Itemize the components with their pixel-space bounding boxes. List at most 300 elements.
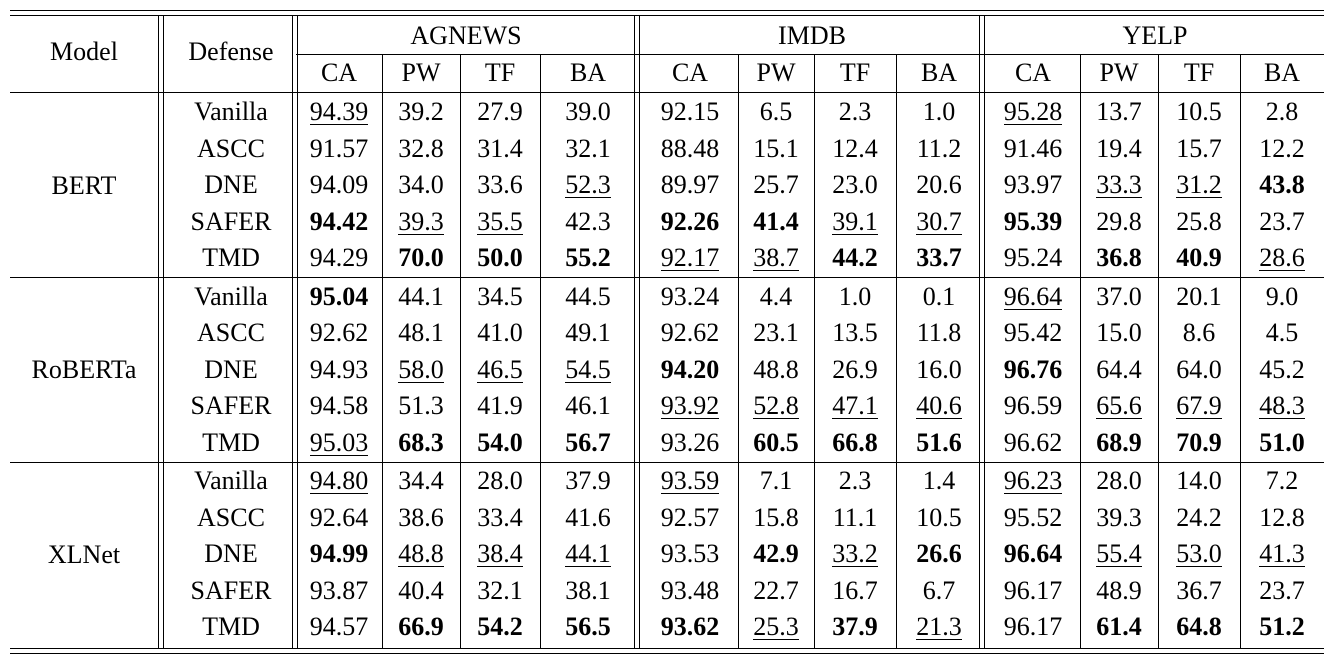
table-cell bbox=[540, 388, 636, 424]
cell-value: 19.4 bbox=[1096, 133, 1142, 163]
cell-value: 55.4 bbox=[1096, 539, 1142, 569]
table-cell bbox=[460, 609, 540, 645]
header-metric: BA bbox=[920, 58, 958, 87]
defense-label: TMD bbox=[202, 243, 260, 273]
table-cell bbox=[1158, 240, 1240, 276]
table-cell bbox=[1240, 609, 1324, 645]
table-cell bbox=[896, 573, 982, 609]
table-cell bbox=[1240, 279, 1324, 315]
cell-value: 34.4 bbox=[398, 466, 444, 495]
table-cell bbox=[1158, 463, 1240, 499]
table-cell bbox=[896, 609, 982, 645]
cell-value: 58.0 bbox=[398, 354, 444, 384]
table-cell bbox=[1080, 609, 1158, 645]
cell-value: 13.5 bbox=[832, 318, 878, 348]
table-cell bbox=[1080, 131, 1158, 167]
table-cell bbox=[296, 352, 382, 388]
cell-value: 66.8 bbox=[832, 427, 878, 457]
cell-value: 48.8 bbox=[398, 539, 444, 569]
table-cell bbox=[738, 279, 814, 315]
table-cell bbox=[296, 609, 382, 645]
table-cell bbox=[1240, 240, 1324, 276]
table-cell bbox=[986, 279, 1080, 315]
table-cell bbox=[814, 463, 896, 499]
cell-value: 41.3 bbox=[1259, 539, 1305, 569]
table-cell bbox=[738, 463, 814, 499]
table-cell bbox=[1240, 463, 1324, 499]
cell-value: 91.46 bbox=[1003, 133, 1063, 163]
table-cell bbox=[642, 388, 738, 424]
cell-value: 36.8 bbox=[1096, 243, 1142, 273]
cell-value: 95.28 bbox=[1003, 97, 1063, 126]
table-cell bbox=[986, 352, 1080, 388]
table-cell bbox=[1158, 167, 1240, 203]
metric-column-rule bbox=[1080, 54, 1081, 648]
table-cell bbox=[1158, 500, 1240, 536]
table-cell bbox=[642, 315, 738, 351]
table-cell bbox=[814, 279, 896, 315]
cell-value: 48.9 bbox=[1096, 575, 1142, 605]
header-metric: BA bbox=[1263, 58, 1301, 87]
header-model: Model bbox=[50, 37, 118, 66]
cell-value: 39.2 bbox=[398, 97, 444, 126]
table-cell bbox=[642, 573, 738, 609]
cell-value: 70.0 bbox=[398, 243, 444, 273]
dataset-column-rule bbox=[639, 15, 640, 648]
cell-value: 28.0 bbox=[1096, 466, 1142, 495]
cell-value: 33.7 bbox=[916, 243, 962, 273]
top-rule bbox=[10, 10, 1324, 11]
table-cell bbox=[738, 609, 814, 645]
cell-value: 1.4 bbox=[922, 466, 956, 495]
cell-value: 34.5 bbox=[477, 281, 523, 311]
cell-value: 94.93 bbox=[309, 354, 369, 384]
table-cell bbox=[1158, 279, 1240, 315]
table-cell bbox=[1080, 352, 1158, 388]
cell-value: 92.62 bbox=[309, 318, 369, 348]
table-cell bbox=[382, 279, 460, 315]
cell-value: 96.59 bbox=[1003, 391, 1063, 421]
defense-column-rule bbox=[292, 15, 293, 648]
cell-value: 26.9 bbox=[832, 354, 878, 384]
table-cell bbox=[1080, 315, 1158, 351]
cell-value: 29.8 bbox=[1096, 206, 1142, 236]
cell-value: 23.0 bbox=[832, 170, 878, 200]
cell-value: 95.24 bbox=[1003, 243, 1063, 273]
table-cell bbox=[642, 240, 738, 276]
cell-value: 1.0 bbox=[922, 97, 956, 126]
defense-label: DNE bbox=[204, 354, 258, 384]
bottom-rule bbox=[10, 648, 1324, 649]
table-cell bbox=[540, 463, 636, 499]
table-cell bbox=[1158, 204, 1240, 240]
header-defense: Defense bbox=[188, 37, 274, 66]
dataset-column-rule bbox=[979, 15, 980, 648]
cell-value: 70.9 bbox=[1176, 427, 1222, 457]
table-cell bbox=[986, 573, 1080, 609]
defense-label: ASCC bbox=[197, 502, 265, 532]
cell-value: 94.57 bbox=[309, 612, 369, 642]
table-cell bbox=[814, 500, 896, 536]
table-cell bbox=[540, 573, 636, 609]
table-cell bbox=[642, 463, 738, 499]
table-cell bbox=[986, 463, 1080, 499]
table-cell bbox=[460, 352, 540, 388]
model-label: BERT bbox=[51, 170, 117, 200]
cell-value: 51.3 bbox=[398, 391, 444, 421]
table-cell bbox=[738, 500, 814, 536]
cell-value: 92.15 bbox=[660, 97, 720, 126]
table-cell bbox=[1080, 279, 1158, 315]
table-cell bbox=[738, 204, 814, 240]
defense-column-rule bbox=[297, 15, 298, 648]
table-cell bbox=[814, 167, 896, 203]
table-cell bbox=[986, 131, 1080, 167]
table-cell bbox=[1158, 425, 1240, 461]
header-metric: PW bbox=[401, 58, 441, 87]
cell-value: 20.1 bbox=[1176, 281, 1222, 311]
table-cell bbox=[738, 167, 814, 203]
table-cell bbox=[296, 94, 382, 130]
cell-value: 54.5 bbox=[565, 354, 611, 384]
table-cell bbox=[540, 425, 636, 461]
table-cell bbox=[738, 388, 814, 424]
metric-column-rule bbox=[540, 54, 541, 648]
cell-value: 23.1 bbox=[753, 318, 799, 348]
cell-value: 94.58 bbox=[309, 391, 369, 421]
table-cell bbox=[814, 352, 896, 388]
table-cell bbox=[986, 315, 1080, 351]
table-cell bbox=[540, 352, 636, 388]
cell-value: 4.5 bbox=[1265, 318, 1299, 348]
table-cell bbox=[460, 573, 540, 609]
table-cell bbox=[986, 536, 1080, 572]
header-metric: BA bbox=[569, 58, 607, 87]
cell-value: 36.7 bbox=[1176, 575, 1222, 605]
cell-value: 38.4 bbox=[477, 539, 523, 569]
cell-value: 42.9 bbox=[753, 539, 799, 569]
table-cell bbox=[1158, 315, 1240, 351]
cell-value: 93.92 bbox=[660, 391, 720, 421]
table-cell bbox=[296, 573, 382, 609]
cell-value: 16.7 bbox=[832, 575, 878, 605]
table-cell bbox=[1240, 388, 1324, 424]
table-cell bbox=[460, 204, 540, 240]
cell-value: 96.64 bbox=[1003, 539, 1063, 569]
table-cell bbox=[1240, 573, 1324, 609]
table-cell bbox=[896, 463, 982, 499]
cell-value: 30.7 bbox=[916, 206, 962, 236]
cell-value: 48.3 bbox=[1259, 391, 1305, 421]
table-cell bbox=[296, 425, 382, 461]
table-cell bbox=[1158, 131, 1240, 167]
table-cell bbox=[296, 500, 382, 536]
header-metric: CA bbox=[671, 58, 709, 87]
cell-value: 51.2 bbox=[1259, 612, 1305, 642]
table-cell bbox=[1158, 609, 1240, 645]
table-cell bbox=[814, 204, 896, 240]
cell-value: 92.26 bbox=[660, 206, 720, 236]
cell-value: 88.48 bbox=[660, 133, 720, 163]
table-cell bbox=[896, 425, 982, 461]
table-cell bbox=[1240, 131, 1324, 167]
cell-value: 12.8 bbox=[1259, 502, 1305, 532]
table-cell bbox=[986, 500, 1080, 536]
table-cell bbox=[1080, 204, 1158, 240]
cell-value: 94.80 bbox=[309, 466, 369, 495]
header-metric: TF bbox=[839, 58, 871, 87]
cell-value: 64.8 bbox=[1176, 612, 1222, 642]
table-cell bbox=[382, 94, 460, 130]
cell-value: 93.97 bbox=[1003, 170, 1063, 200]
table-cell bbox=[540, 167, 636, 203]
table-cell bbox=[1080, 536, 1158, 572]
table-cell bbox=[738, 240, 814, 276]
cell-value: 41.0 bbox=[477, 318, 523, 348]
table-cell bbox=[1240, 425, 1324, 461]
table-cell bbox=[642, 94, 738, 130]
table-cell bbox=[642, 609, 738, 645]
table-cell bbox=[896, 500, 982, 536]
cell-value: 96.17 bbox=[1003, 575, 1063, 605]
table-cell bbox=[1080, 240, 1158, 276]
bottom-rule bbox=[10, 653, 1324, 654]
table-cell bbox=[814, 425, 896, 461]
table-cell bbox=[1080, 573, 1158, 609]
table-cell bbox=[460, 425, 540, 461]
defense-label: DNE bbox=[204, 170, 258, 200]
table-cell bbox=[296, 536, 382, 572]
cell-value: 31.2 bbox=[1176, 170, 1222, 200]
cell-value: 12.2 bbox=[1259, 133, 1305, 163]
table-cell bbox=[814, 240, 896, 276]
cell-value: 67.9 bbox=[1176, 391, 1222, 421]
table-cell bbox=[642, 425, 738, 461]
cell-value: 40.6 bbox=[916, 391, 962, 421]
cell-value: 93.48 bbox=[660, 575, 720, 605]
table-cell bbox=[460, 500, 540, 536]
cell-value: 33.2 bbox=[832, 539, 878, 569]
cell-value: 93.53 bbox=[660, 539, 720, 569]
metric-column-rule bbox=[382, 54, 383, 648]
cell-value: 25.3 bbox=[753, 612, 799, 642]
cell-value: 44.5 bbox=[565, 281, 611, 311]
table-cell bbox=[296, 388, 382, 424]
defense-label: TMD bbox=[202, 427, 260, 457]
table-cell bbox=[738, 94, 814, 130]
metric-column-rule bbox=[896, 54, 897, 648]
cell-value: 47.1 bbox=[832, 391, 878, 421]
cell-value: 25.7 bbox=[753, 170, 799, 200]
defense-label: TMD bbox=[202, 612, 260, 642]
cell-value: 65.6 bbox=[1096, 391, 1142, 421]
table-cell bbox=[460, 279, 540, 315]
table-cell bbox=[1240, 536, 1324, 572]
table-cell bbox=[382, 352, 460, 388]
model-label: RoBERTa bbox=[31, 355, 137, 384]
cell-value: 96.23 bbox=[1003, 466, 1063, 495]
header-dataset-agnews: AGNEWS bbox=[410, 21, 522, 50]
table-cell bbox=[540, 536, 636, 572]
table-cell bbox=[382, 131, 460, 167]
table-cell bbox=[382, 609, 460, 645]
cell-value: 23.7 bbox=[1259, 575, 1305, 605]
header-metric: TF bbox=[484, 58, 516, 87]
cell-value: 60.5 bbox=[753, 427, 799, 457]
cell-value: 42.3 bbox=[565, 206, 611, 236]
cell-value: 26.6 bbox=[916, 539, 962, 569]
cell-value: 44.2 bbox=[832, 243, 878, 273]
model-column-rule bbox=[158, 15, 159, 648]
cell-value: 95.04 bbox=[309, 281, 369, 311]
cell-value: 95.52 bbox=[1003, 502, 1063, 532]
cell-value: 92.17 bbox=[660, 243, 720, 273]
cell-value: 14.0 bbox=[1176, 466, 1222, 495]
defense-label: SAFER bbox=[190, 206, 272, 236]
cell-value: 41.4 bbox=[753, 206, 799, 236]
metric-column-rule bbox=[460, 54, 461, 648]
cell-value: 22.7 bbox=[753, 575, 799, 605]
cell-value: 7.1 bbox=[759, 466, 793, 495]
table-cell bbox=[460, 388, 540, 424]
cell-value: 49.1 bbox=[565, 318, 611, 348]
cell-value: 52.3 bbox=[565, 170, 611, 200]
cell-value: 38.7 bbox=[753, 243, 799, 273]
cell-value: 93.87 bbox=[309, 575, 369, 605]
cell-value: 10.5 bbox=[916, 502, 962, 532]
table-cell bbox=[642, 131, 738, 167]
table-cell bbox=[1158, 388, 1240, 424]
table-cell bbox=[296, 279, 382, 315]
cell-value: 37.9 bbox=[565, 466, 611, 495]
cell-value: 33.6 bbox=[477, 170, 523, 200]
table-cell bbox=[896, 279, 982, 315]
table-cell bbox=[460, 240, 540, 276]
table-cell bbox=[896, 131, 982, 167]
header-metric: PW bbox=[1099, 58, 1139, 87]
cell-value: 31.4 bbox=[477, 133, 523, 163]
cell-value: 43.8 bbox=[1259, 170, 1305, 200]
cell-value: 38.1 bbox=[565, 575, 611, 605]
cell-value: 41.6 bbox=[565, 502, 611, 532]
cell-value: 95.03 bbox=[309, 427, 369, 457]
cell-value: 39.3 bbox=[398, 206, 444, 236]
top-rule bbox=[10, 15, 1324, 16]
table-cell bbox=[540, 240, 636, 276]
cell-value: 41.9 bbox=[477, 391, 523, 421]
cell-value: 54.0 bbox=[477, 427, 523, 457]
table-cell bbox=[814, 131, 896, 167]
defense-label: Vanilla bbox=[194, 281, 268, 311]
cell-value: 96.17 bbox=[1003, 612, 1063, 642]
cell-value: 6.5 bbox=[759, 97, 793, 126]
table-cell bbox=[460, 131, 540, 167]
header-dataset-imdb: IMDB bbox=[778, 21, 846, 50]
cell-value: 95.42 bbox=[1003, 318, 1063, 348]
table-cell bbox=[1158, 94, 1240, 130]
cell-value: 93.24 bbox=[660, 281, 720, 311]
cell-value: 93.26 bbox=[660, 427, 720, 457]
cell-value: 4.4 bbox=[759, 281, 793, 311]
cell-value: 35.5 bbox=[477, 206, 523, 236]
table-cell bbox=[296, 240, 382, 276]
defense-label: Vanilla bbox=[194, 97, 268, 126]
table-cell bbox=[296, 131, 382, 167]
cell-value: 46.1 bbox=[565, 391, 611, 421]
cell-value: 92.62 bbox=[660, 318, 720, 348]
cell-value: 27.9 bbox=[477, 97, 523, 126]
defense-label: SAFER bbox=[190, 575, 272, 605]
table-cell bbox=[460, 167, 540, 203]
cell-value: 96.62 bbox=[1003, 427, 1063, 457]
table-cell bbox=[1080, 94, 1158, 130]
table-cell bbox=[986, 240, 1080, 276]
table-cell bbox=[814, 388, 896, 424]
cell-value: 15.0 bbox=[1096, 318, 1142, 348]
cell-value: 33.3 bbox=[1096, 170, 1142, 200]
table-cell bbox=[1080, 463, 1158, 499]
cell-value: 45.2 bbox=[1259, 354, 1305, 384]
table-cell bbox=[896, 536, 982, 572]
table-cell bbox=[814, 94, 896, 130]
dataset-column-rule bbox=[634, 15, 635, 648]
cell-value: 0.1 bbox=[922, 281, 956, 311]
table-cell bbox=[382, 500, 460, 536]
cell-value: 2.3 bbox=[838, 97, 872, 126]
table-cell bbox=[896, 388, 982, 424]
table-cell bbox=[1240, 352, 1324, 388]
table-cell bbox=[814, 536, 896, 572]
table-cell bbox=[382, 536, 460, 572]
cell-value: 66.9 bbox=[398, 612, 444, 642]
cell-value: 39.0 bbox=[565, 97, 611, 126]
table-cell bbox=[738, 573, 814, 609]
table-cell bbox=[896, 204, 982, 240]
table-cell bbox=[1080, 388, 1158, 424]
model-label: XLNet bbox=[47, 539, 121, 569]
table-cell bbox=[738, 131, 814, 167]
cell-value: 94.99 bbox=[309, 539, 369, 569]
cell-value: 37.0 bbox=[1096, 281, 1142, 311]
cell-value: 40.9 bbox=[1176, 243, 1222, 273]
table-cell bbox=[296, 167, 382, 203]
table-cell bbox=[382, 388, 460, 424]
cell-value: 94.29 bbox=[309, 243, 369, 273]
table-cell bbox=[1080, 425, 1158, 461]
header-metric: CA bbox=[1014, 58, 1052, 87]
table-cell bbox=[986, 425, 1080, 461]
cell-value: 23.7 bbox=[1259, 206, 1305, 236]
cell-value: 11.1 bbox=[832, 502, 878, 532]
cell-value: 7.2 bbox=[1265, 466, 1299, 495]
cell-value: 32.8 bbox=[398, 133, 444, 163]
table-cell bbox=[986, 609, 1080, 645]
cell-value: 10.5 bbox=[1176, 97, 1222, 126]
table-cell bbox=[1158, 573, 1240, 609]
table-cell bbox=[814, 609, 896, 645]
cell-value: 37.9 bbox=[832, 612, 878, 642]
cell-value: 94.20 bbox=[660, 354, 720, 384]
table-cell bbox=[738, 425, 814, 461]
table-cell bbox=[986, 388, 1080, 424]
cell-value: 16.0 bbox=[916, 354, 962, 384]
table-cell bbox=[642, 204, 738, 240]
cell-value: 6.7 bbox=[922, 575, 956, 605]
cell-value: 51.6 bbox=[916, 427, 962, 457]
table-cell bbox=[460, 94, 540, 130]
cell-value: 11.2 bbox=[916, 133, 962, 163]
cell-value: 48.8 bbox=[753, 354, 799, 384]
